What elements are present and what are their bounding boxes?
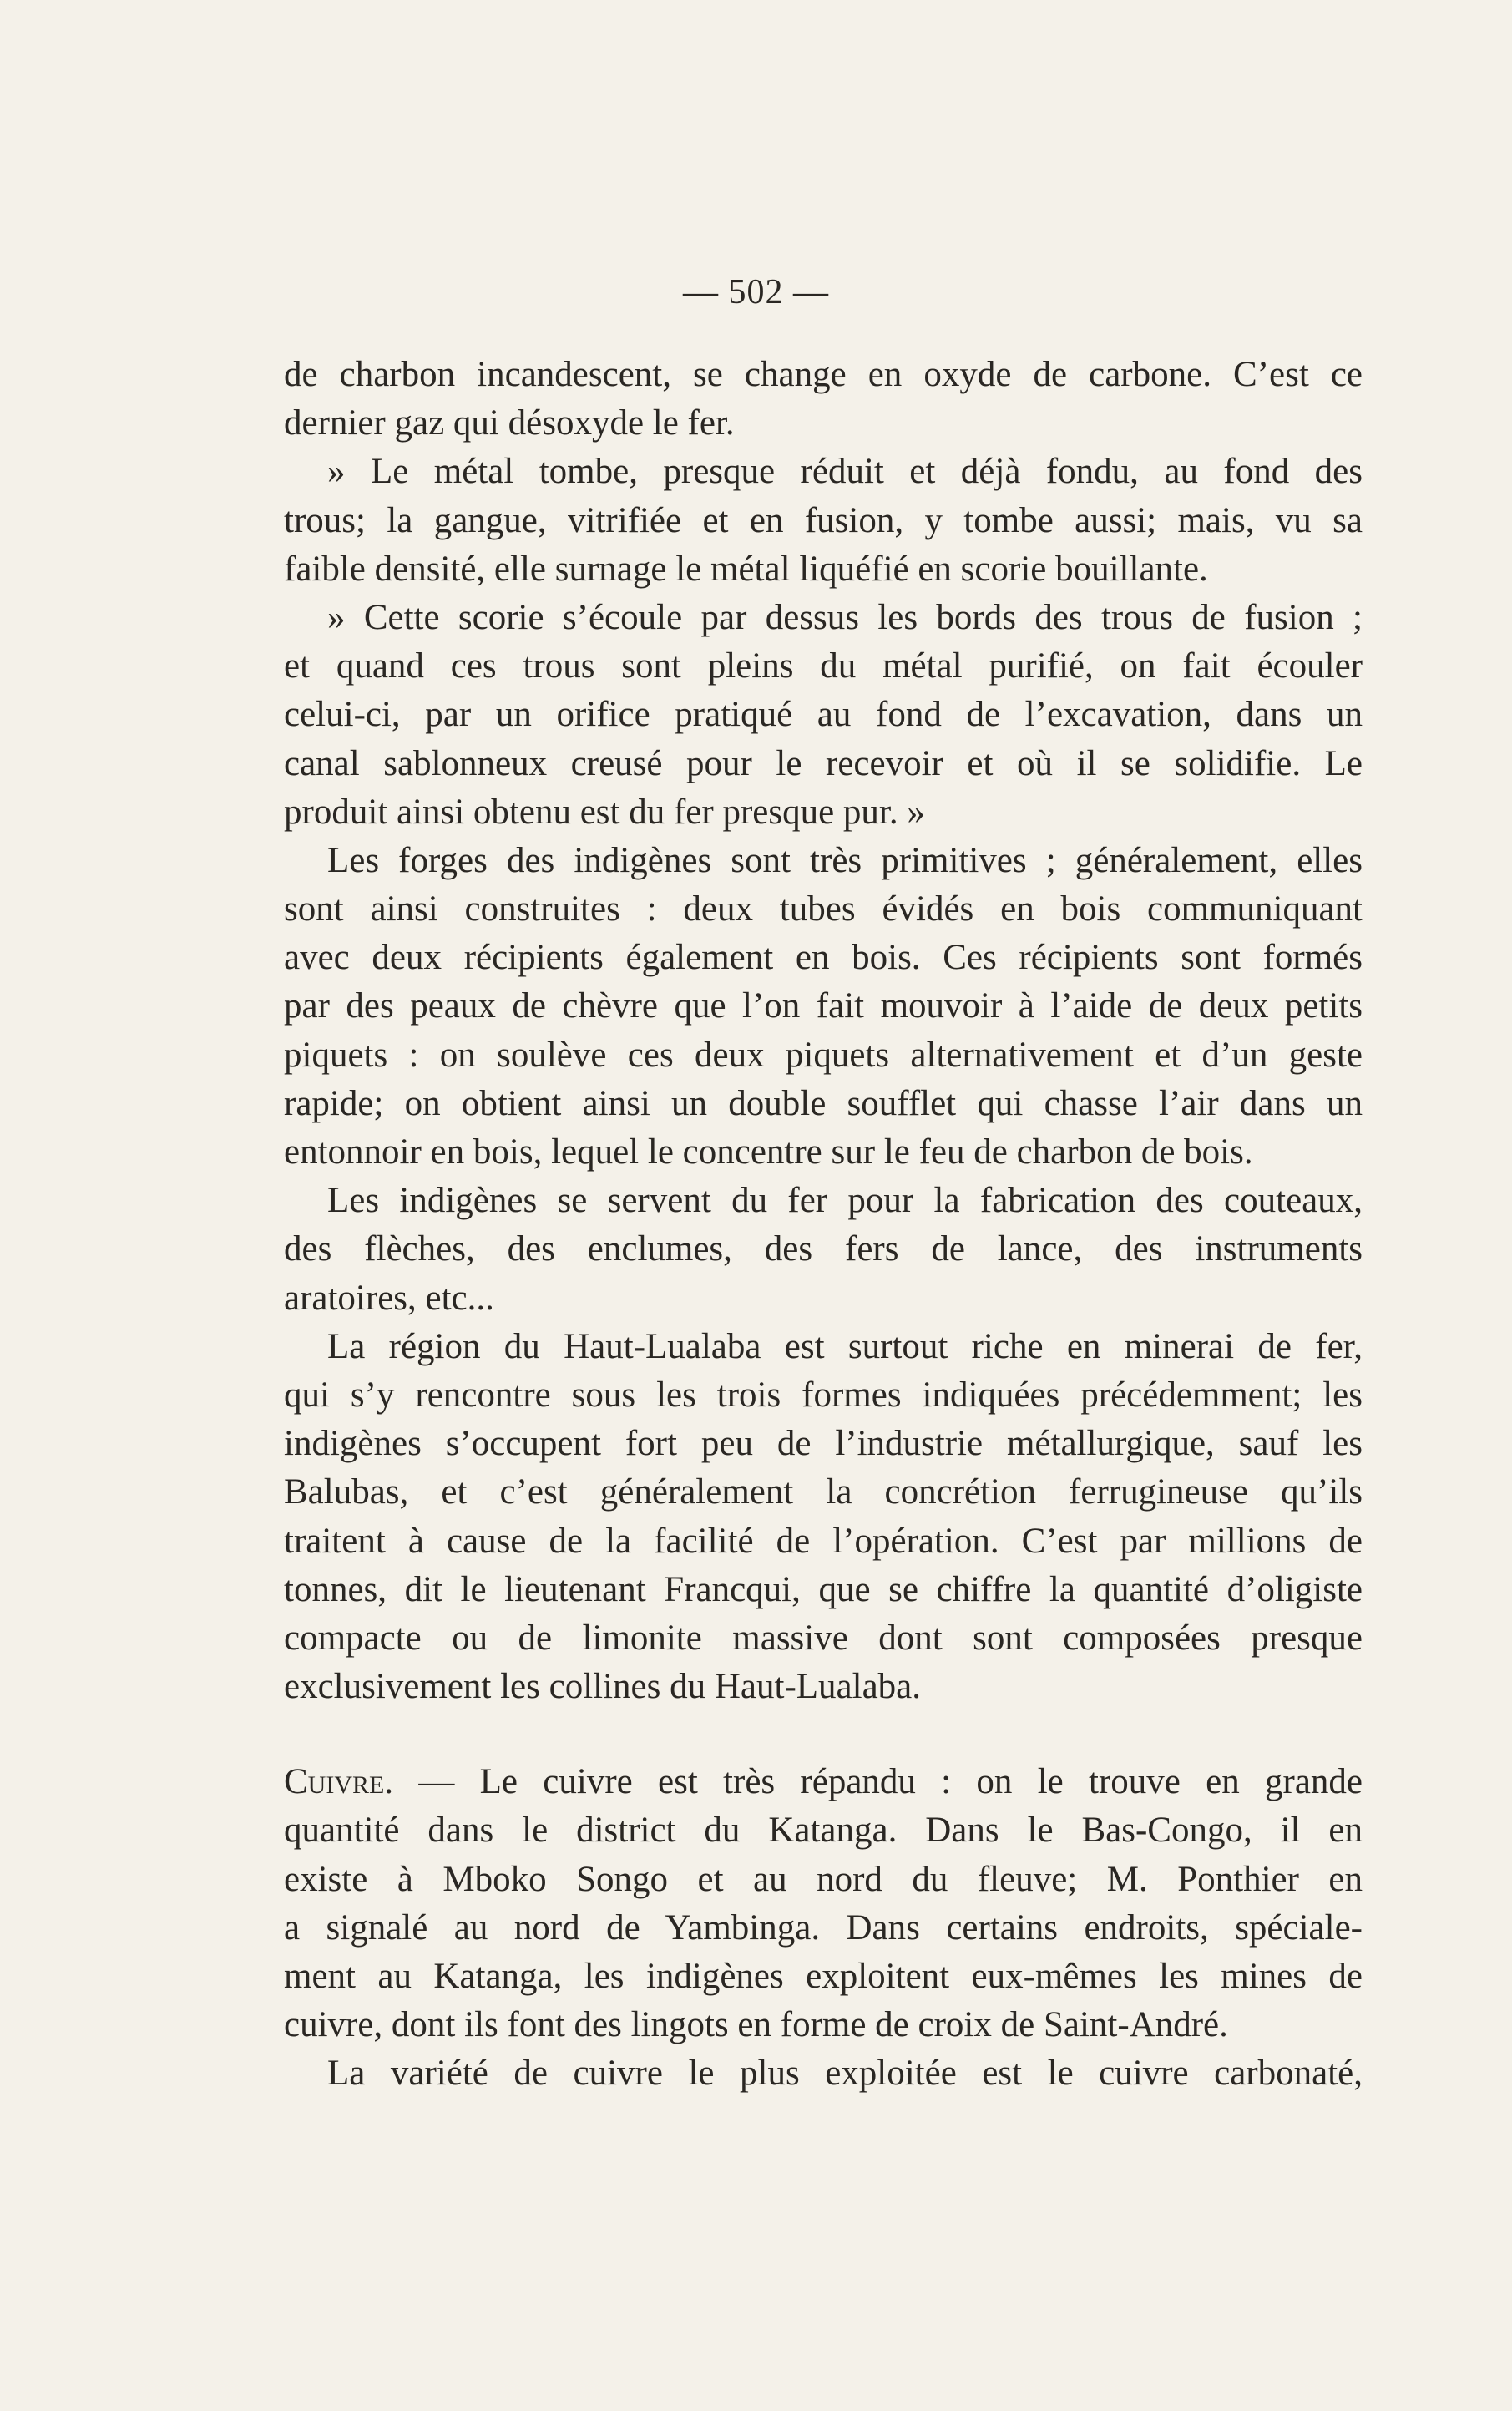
text-line: La variété de cuivre le plus exploitée est le cuivre carbonaté, xyxy=(327,2054,1363,2094)
text-line: » Le métal tombe, presque réduit et déjà fondu, au fond des xyxy=(327,452,1363,492)
text-line: faible densité, elle surnage le métal liquéfié en scorie bouillante. xyxy=(284,549,1208,589)
text-line: a signalé au nord de Yambinga. Dans certains endroits, spéciale- xyxy=(284,1907,1363,1948)
text-line: par des peaux de chèvre que l’on fait mouvoir à l’aide de deux petits xyxy=(284,986,1363,1026)
section-first-line-text: — Le cuivre est très répandu : on le trouve en grande xyxy=(393,1762,1363,1802)
text-line: qui s’y rencontre sous les trois formes indiquées précédemment; les xyxy=(284,1375,1363,1415)
text-line: compacte ou de limonite massive dont sont composées presque xyxy=(284,1618,1363,1658)
text-line: quantité dans le district du Katanga. Dans le Bas-Congo, il en xyxy=(284,1811,1363,1851)
text-line: ment au Katanga, les indigènes exploitent eux-mêmes les mines de xyxy=(284,1957,1363,1996)
text-line: indigènes s’occupent fort peu de l’industrie métallurgique, sauf les xyxy=(284,1424,1363,1464)
text-line: » Cette scorie s’écoule par dessus les bords des trous de fusion ; xyxy=(327,597,1363,637)
body-text xyxy=(284,351,1363,2099)
section-first-line xyxy=(284,1758,1363,1806)
text-line: rapide; on obtient ainsi un double soufflet qui chasse l’air dans un xyxy=(284,1083,1363,1123)
section-iron-forging xyxy=(284,351,1363,1711)
text-line: cuivre, dont ils font des lingots en forme de croix de Saint-André. xyxy=(284,2005,1228,2045)
text-line: aratoires, etc... xyxy=(284,1278,494,1318)
text-line: canal sablonneux creusé pour le recevoir et où il se solidifie. Le xyxy=(284,743,1363,783)
text-line: entonnoir en bois, lequel le concentre sur le feu de charbon de bois. xyxy=(284,1132,1253,1172)
text-line: de charbon incandescent, se change en oxyde de carbone. C’est ce xyxy=(284,355,1363,394)
text-line: et quand ces trous sont pleins du métal purifié, on fait écouler xyxy=(284,646,1363,686)
text-line: piquets : on soulève ces deux piquets alternativement et d’un geste xyxy=(284,1035,1363,1075)
text-line: existe à Mboko Songo et au nord du fleuve; M. Ponthier en xyxy=(284,1859,1363,1899)
text-line: Les forges des indigènes sont très primitives ; généralement, elles xyxy=(327,840,1363,880)
text-line: des flèches, des enclumes, des fers de lance, des instruments xyxy=(284,1229,1363,1269)
section-gap xyxy=(284,1711,1363,1758)
text-line: tonnes, dit le lieutenant Francqui, que se chiffre la quantité d’oligiste xyxy=(284,1569,1363,1609)
text-line: trous; la gangue, vitrifiée et en fusion, y tombe aussi; mais, vu sa xyxy=(284,500,1363,540)
text-line: Balubas, et c’est généralement la concrétion ferrugineuse qu’ils xyxy=(284,1472,1363,1512)
text-line: La région du Haut-Lualaba est surtout riche en minerai de fer, xyxy=(327,1326,1363,1366)
text-line: produit ainsi obtenu est du fer presque pur. » xyxy=(284,792,925,832)
section-heading-cuivre: Cuivre. xyxy=(284,1762,394,1802)
text-line: sont ainsi construites : deux tubes évidés en bois communiquant xyxy=(284,889,1363,929)
text-line: avec deux récipients également en bois. Ces récipients sont formés xyxy=(284,938,1363,978)
text-line: dernier gaz qui désoxyde le fer. xyxy=(284,403,735,443)
text-line: celui-ci, par un orifice pratiqué au fond de l’excavation, dans un xyxy=(284,695,1363,735)
text-line: Les indigènes se servent du fer pour la fabrication des couteaux, xyxy=(327,1181,1363,1221)
text-line: exclusivement les collines du Haut-Lualaba. xyxy=(284,1667,921,1707)
section-copper xyxy=(284,1758,1363,2098)
page-number: — 502 — xyxy=(683,273,829,312)
text-line: traitent à cause de la facilité de l’opération. C’est par millions de xyxy=(284,1521,1363,1561)
